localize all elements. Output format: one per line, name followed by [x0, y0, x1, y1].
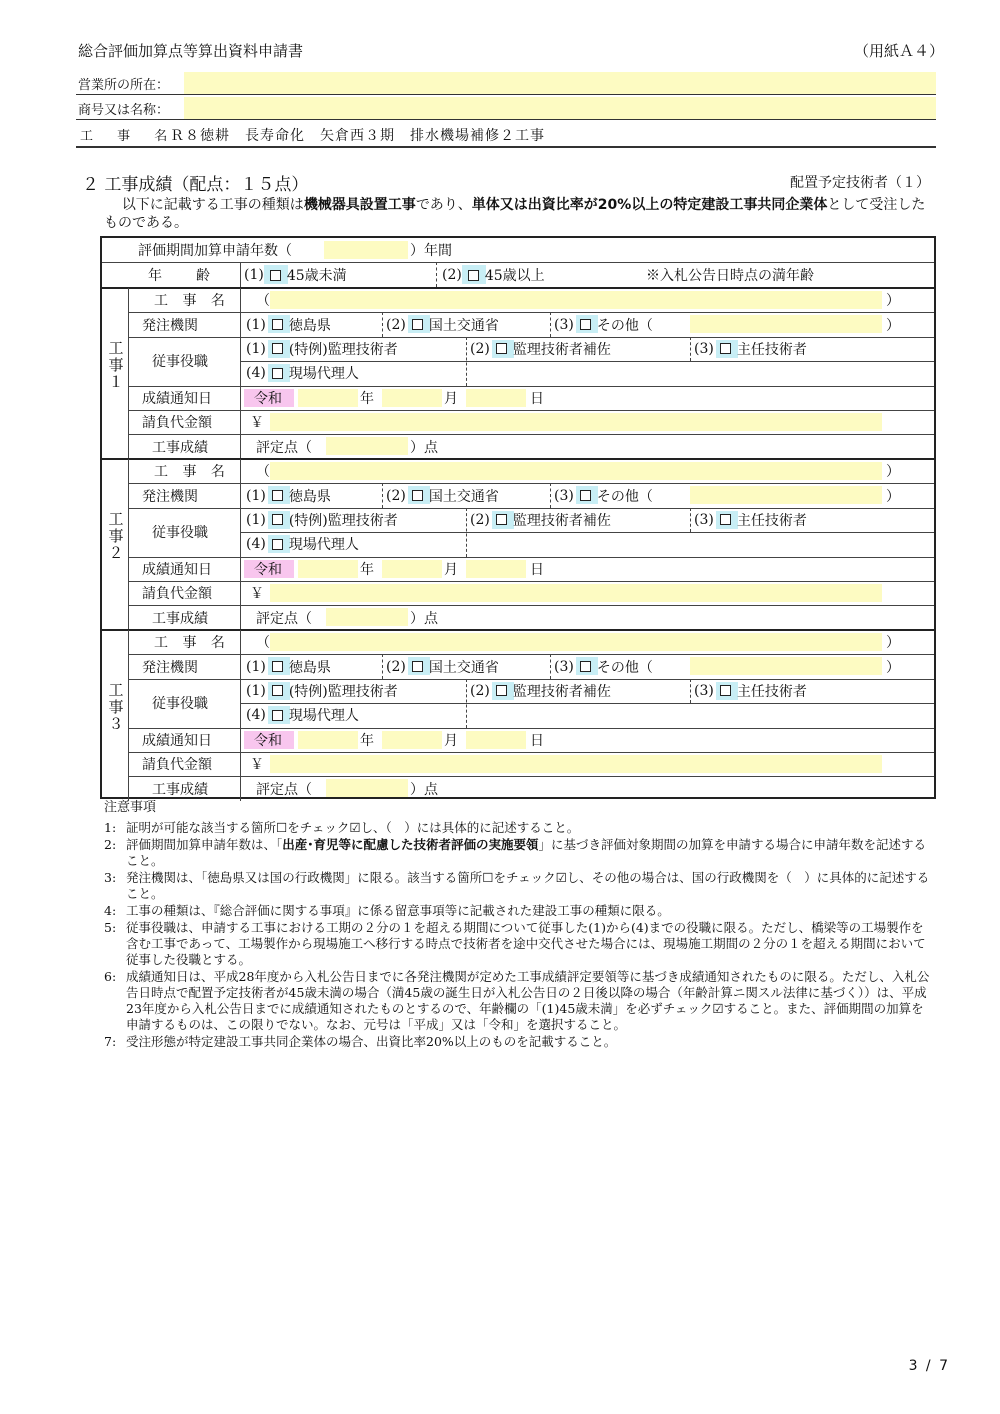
note-item: 4: 工事の種類は、『総合評価に関する事項』に係る留意事項等に記載された建設工事の種類に限る。 — [104, 903, 670, 918]
work-name-value: Ｒ８徳耕 長寿命化 矢倉西３期 排水機場補修２工事 — [170, 127, 545, 144]
age-under45-checkbox[interactable] — [270, 270, 281, 281]
work-name-input-2[interactable] — [270, 462, 882, 480]
role-assistant-checkbox-1[interactable] — [496, 343, 507, 354]
period-unit: ）年間 — [410, 243, 452, 259]
role-site-agent-checkbox-2[interactable] — [272, 539, 283, 550]
year-input-3[interactable] — [298, 731, 358, 749]
work-name-input-3[interactable] — [270, 633, 882, 651]
notes-section — [104, 800, 934, 1051]
notice-date-label-2: 成績通知日 — [142, 561, 212, 578]
client-tokushima-checkbox-1[interactable] — [272, 319, 283, 330]
role-site-agent-checkbox-1[interactable] — [272, 368, 283, 379]
day-input-3[interactable] — [466, 731, 526, 749]
grade-score-input-1[interactable] — [326, 437, 408, 455]
year-input-2[interactable] — [298, 560, 358, 578]
technician-label: 配置予定技術者（１） — [790, 175, 930, 191]
client-other-input-2[interactable] — [690, 486, 882, 504]
office-address-row — [76, 72, 936, 95]
company-name-row — [76, 97, 936, 120]
grade-score-input-2[interactable] — [326, 608, 408, 626]
grade-label-1: 工事成績 — [152, 439, 208, 456]
era-select-1[interactable]: 令和 — [254, 390, 282, 407]
client-label-3: 発注機関 — [142, 659, 198, 676]
age-label: 年 齢 — [148, 268, 220, 284]
role-lead-engineer-checkbox-1[interactable] — [720, 343, 731, 354]
client-other-checkbox-3[interactable] — [580, 661, 591, 672]
month-input-2[interactable] — [382, 560, 442, 578]
role-label-1: 従事役職 — [152, 354, 208, 371]
contract-amount-label-1: 請負代金額 — [142, 415, 212, 432]
year-input-1[interactable] — [298, 389, 358, 407]
role-chief-engineer-checkbox-3[interactable] — [272, 685, 283, 696]
notice-date-label-3: 成績通知日 — [142, 732, 212, 749]
client-mlit-checkbox-3[interactable] — [412, 661, 423, 672]
note-item: 6: 成績通知日は、平成28年度から入札公告日までに各発注機関が定めた工事成績評定要領等に基づき成績通知されたものに限る。ただし、入札公告日時点で配置予定技術者が45歳未満の場合（満45歳の誕生日が入札公告日の２日後以降の場合（年齢計算ニ関スル法律に基づく））は、平成23年度から入札公告日までに成績通知されたものとするので、年齢欄の「(1)45歳未満」を必ずチェック☑すること。また、評価期間の加算を申請するものは、この限りでない。なお、元号は「平成」又は「令和」を選択すること。 — [104, 969, 930, 1032]
client-label-1: 発注機関 — [142, 317, 198, 334]
client-other-checkbox-1[interactable] — [580, 319, 591, 330]
work-name-label-3: 工 事 名 — [154, 635, 230, 652]
work-block-label-3: 工 事 ３ — [108, 681, 124, 733]
work-type: 機械器具設置工事 — [303, 197, 416, 213]
role-assistant-checkbox-2[interactable] — [496, 514, 507, 525]
contract-amount-input-2[interactable] — [270, 584, 882, 602]
client-mlit-checkbox-1[interactable] — [412, 319, 423, 330]
period-label: 評価期間加算申請年数（ — [138, 243, 292, 259]
company-name-input[interactable] — [184, 97, 936, 119]
document-title: 総合評価加算点等算出資料申請書 — [78, 42, 304, 60]
role-label-2: 従事役職 — [152, 525, 208, 542]
role-chief-engineer-checkbox-2[interactable] — [272, 514, 283, 525]
grade-label-3: 工事成績 — [152, 781, 208, 798]
work-record-table: 評価期間加算申請年数（ ）年間 年 齢 (1) 45歳未満 (2) 45歳以上 ※入札公告日時点の満年齢 工 事 １ 工 事 名 発注機関 従事役職 成績通知日 請負代金額 工事成績 （ ） (1) 徳島県 (2) 国土交通省 (3) その他（ ） (1) (特例)監理技術者 (2) 監理技術者補佐 (3) 主任技術者 (4) 現場代理人 令和 年 月 日 ￥ 評定点（ ）点 工 事 ２ 工 事 名 発注機関 従事役職 成績通知日 請負代金額 工事成績 （ ） (1) 徳島県 (2) 国土交通省 (3) その他（ ） (1) (特例)監理技術者 (2) 監理技術者補佐 (3) 主任技術者 (4) 現場代理人 令和 年 月 日 ￥ 評定点（ ）点 工 事 ３ 工 事 名 発注機関 従事役職 成績通知日 請負代金額 工事成績 （ ） (1) 徳島県 (2) 国土交通省 (3) その他（ ） (1) (特例)監理技術者 (2) 監理技術者補佐 (3) 主任技術者 (4) 現場代理人 令和 年 月 日 ￥ 評定点（ ）点 — [100, 236, 936, 799]
role-lead-engineer-checkbox-2[interactable] — [720, 514, 731, 525]
work-name-row — [76, 123, 936, 148]
client-tokushima-checkbox-3[interactable] — [272, 661, 283, 672]
day-input-2[interactable] — [466, 560, 526, 578]
client-label-2: 発注機関 — [142, 488, 198, 505]
age-note: ※入札公告日時点の満年齢 — [646, 268, 814, 284]
age-under45-label: 45歳未満 — [286, 268, 347, 284]
client-other-input-3[interactable] — [690, 657, 882, 675]
role-assistant-checkbox-3[interactable] — [496, 685, 507, 696]
role-lead-engineer-checkbox-3[interactable] — [720, 685, 731, 696]
contract-amount-label-2: 請負代金額 — [142, 586, 212, 603]
work-block-label-1: 工 事 １ — [108, 339, 124, 391]
notice-date-label-1: 成績通知日 — [142, 390, 212, 407]
company-name-label: 商号又は名称： — [78, 102, 170, 118]
month-input-3[interactable] — [382, 731, 442, 749]
grade-label-2: 工事成績 — [152, 610, 208, 627]
grade-score-input-3[interactable] — [326, 779, 408, 797]
work-name-input-1[interactable] — [270, 291, 882, 309]
paper-size-label: （用紙Ａ４） — [853, 42, 944, 60]
day-input-1[interactable] — [466, 389, 526, 407]
notes-title: 注意事項 — [104, 800, 157, 815]
note-item: 1: 証明が可能な該当する箇所☐をチェック☑し、（ ）には具体的に記述すること。 — [104, 820, 580, 835]
era-select-3[interactable]: 令和 — [254, 732, 282, 749]
contract-amount-label-3: 請負代金額 — [142, 757, 212, 774]
note-item: 7: 受注形態が特定建設工事共同企業体の場合、出資比率20%以上のものを記載すること。 — [104, 1034, 617, 1049]
note-item: 3: 発注機関は、「徳島県又は国の行政機関」に限る。該当する箇所☐をチェック☑し、その他の場合は、国の行政機関を（ ）に具体的に記述すること。 — [104, 870, 930, 901]
era-select-2[interactable]: 令和 — [254, 561, 282, 578]
client-mlit-checkbox-2[interactable] — [412, 490, 423, 501]
section-title: ２ 工事成績（配点：１５点） — [82, 175, 309, 195]
role-chief-engineer-checkbox-1[interactable] — [272, 343, 283, 354]
role-label-3: 従事役職 — [152, 696, 208, 713]
jv-condition: 単体又は出資比率が20%以上の特定建設工事共同企業体 — [471, 197, 828, 213]
client-other-input-1[interactable] — [690, 315, 882, 333]
work-block-label-2: 工 事 ２ — [108, 510, 124, 562]
note-item: 5: 従事役職は、申請する工事における工期の２分の１を超える期間について従事した(1)から(4)までの役職に限る。ただし、橋梁等の工場製作を含む工事であって、工場製作から現場施工へ移行する時点で技術者を途中交代させた場合には、現場施工期間の２分の１を超える期間において従事した役職とする。 — [104, 920, 926, 967]
office-address-input[interactable] — [184, 72, 936, 94]
note-item: 2: 評価期間加算申請年数は、「出産･育児等に配慮した技術者評価の実施要領」に基づき評価対象期間の加算を申請する場合に申請年数を記述すること。 — [104, 837, 927, 868]
work-name-label: 工 事 名： — [80, 129, 201, 144]
age-over45-checkbox[interactable] — [468, 270, 479, 281]
office-address-label: 営業所の所在： — [78, 77, 170, 93]
client-tokushima-checkbox-2[interactable] — [272, 490, 283, 501]
age-over45-label: 45歳以上 — [484, 268, 545, 284]
period-years-input[interactable] — [324, 241, 408, 259]
month-input-1[interactable] — [382, 389, 442, 407]
client-other-checkbox-2[interactable] — [580, 490, 591, 501]
role-site-agent-checkbox-3[interactable] — [272, 710, 283, 721]
contract-amount-input-1[interactable] — [270, 413, 882, 431]
contract-amount-input-3[interactable] — [270, 755, 882, 773]
work-name-label-2: 工 事 名 — [154, 464, 230, 481]
intro-text: 以下に記載する工事の種類は機械器具設置工事であり、単体又は出資比率が20%以上の特定建設工事共同企業体として受注したものである。 — [104, 197, 926, 231]
page-number: 3 / 7 — [908, 1358, 950, 1374]
work-name-label-1: 工 事 名 — [154, 293, 230, 310]
